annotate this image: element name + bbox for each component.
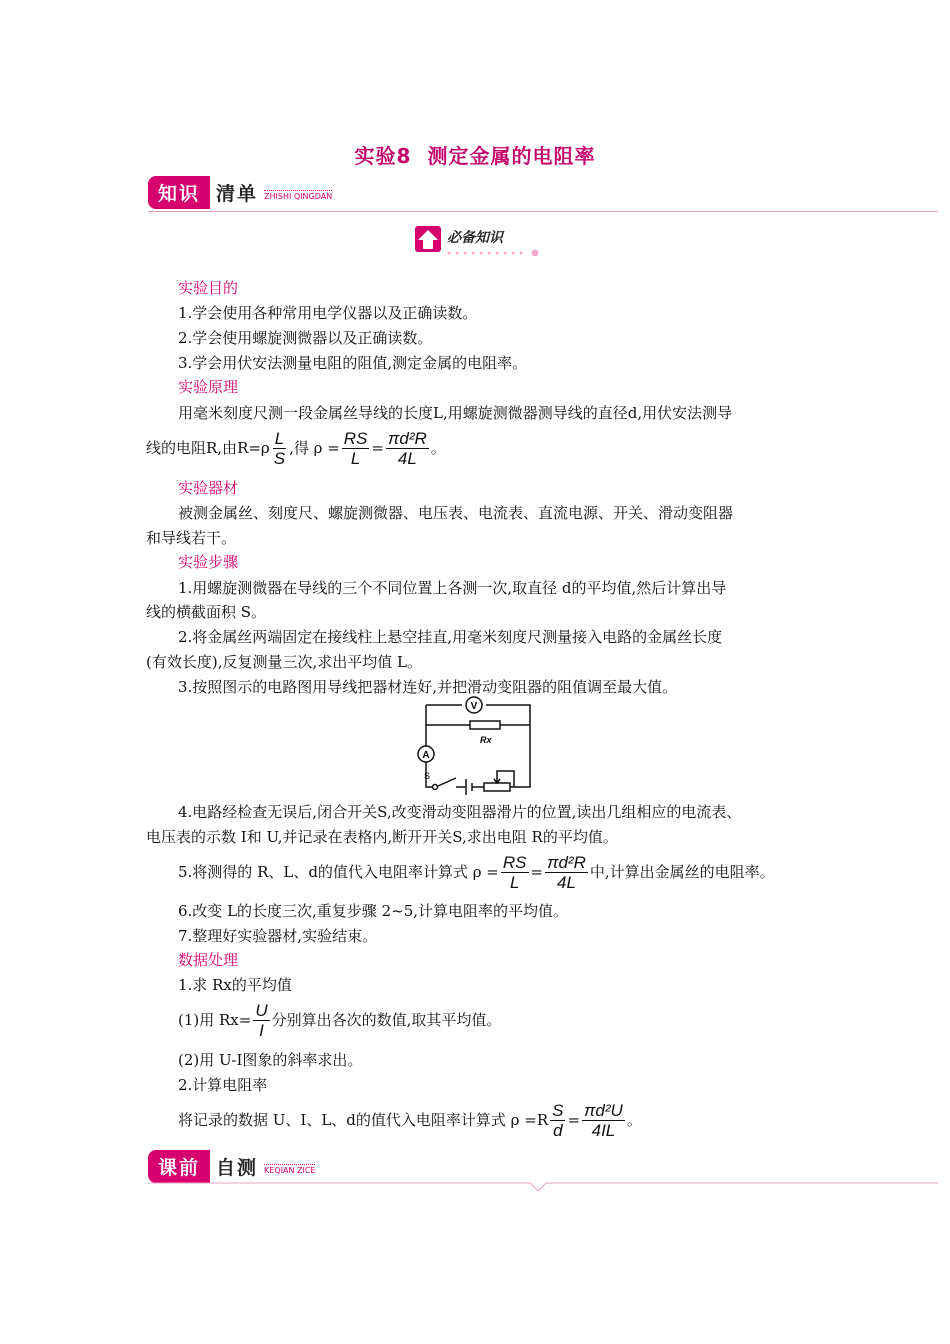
data-line: 2.计算电阻率 <box>178 1076 268 1094</box>
switch-contact <box>433 785 438 790</box>
switch-lever <box>438 778 456 786</box>
step-line: 2.将金属丝两端固定在接线柱上悬空挂直,用毫米刻度尺测量接入电路的金属丝长度 <box>178 628 723 646</box>
fraction-denominator: 4L <box>397 448 417 468</box>
step-line: 3.按照图示的电路图用导线把器材连好,并把滑动变阻器的阻值调至最大值。 <box>178 678 678 696</box>
banner-pinyin: ZHISHI QINGDAN <box>264 192 333 201</box>
banner-tag: 课前 <box>148 1150 210 1183</box>
equals-sign: = <box>371 439 384 457</box>
fraction-denominator: L <box>350 448 361 468</box>
fraction-pid2R-over-4L <box>386 429 429 468</box>
fraction-denominator: d <box>553 1120 563 1140</box>
equals-sign: = <box>567 1111 581 1129</box>
badge-label: 必备知识 <box>447 230 503 246</box>
resistor-icon <box>470 721 500 729</box>
equipment-line: 被测金属丝、刻度尺、螺旋测微器、电压表、电流表、直流电源、开关、滑动变阻器 <box>178 504 734 522</box>
fraction-RS-over-L <box>501 853 529 892</box>
ammeter-label: A <box>422 750 430 761</box>
title-name: 测定金属的电阻率 <box>427 144 596 168</box>
data-formula-line <box>178 997 501 1043</box>
data-text: 分别算出各次的数值,取其平均值。 <box>271 1011 502 1029</box>
step5-formula-line <box>178 849 775 895</box>
fraction-numerator: πd²R <box>547 852 586 872</box>
banner-tag-2: 自测 <box>216 1157 259 1179</box>
step-line: 4.电路经检查无误后,闭合开关S,改变滑动变阻器滑片的位置,读出几组相应的电流表、 <box>178 803 742 821</box>
banner-tag: 知识 <box>148 176 210 209</box>
fraction-denominator: 4IL <box>591 1120 616 1140</box>
principle-text: ,得 ρ = <box>289 439 340 457</box>
fraction-U-over-I <box>253 1001 269 1040</box>
banner-pinyin: KEQIAN ZICE <box>264 1166 316 1175</box>
heading-data: 数据处理 <box>178 951 239 969</box>
heading-purpose: 实验目的 <box>178 279 239 297</box>
step-line: 电压表的示数 I和 U,并记录在表格内,断开开关S,求出电阻 R的平均值。 <box>146 828 618 846</box>
fraction-numerator: L <box>274 428 285 448</box>
principle-text: 线的电阻R,由R=ρ <box>146 439 270 457</box>
step-line: 6.改变 L的长度三次,重复步骤 2~5,计算电阻率的平均值。 <box>178 902 569 920</box>
fraction-RS-over-L <box>342 429 370 468</box>
equipment-line: 和导线若干。 <box>146 529 237 547</box>
title-number: 实验8 <box>354 144 412 168</box>
purpose-item: 3.学会用伏安法测量电阻的阻值,测定金属的电阻率。 <box>178 354 528 372</box>
principle-text: 。 <box>430 439 446 457</box>
step-line: (有效长度),反复测量三次,求出平均值 L。 <box>146 653 422 671</box>
banner-tag-2: 清单 <box>216 183 259 205</box>
data-line: 1.求 Rx的平均值 <box>178 976 292 994</box>
heading-equipment: 实验器材 <box>178 479 239 497</box>
fraction-numerator: RS <box>502 852 527 872</box>
data-text: 将记录的数据 U、I、L、d的值代入电阻率计算式 ρ =R <box>178 1111 549 1129</box>
principle-line: 用毫米刻度尺测一段金属丝导线的长度L,用螺旋测微器测导线的直径d,用伏安法测导 <box>178 404 733 422</box>
voltmeter-label: V <box>470 701 478 712</box>
data-text: 。 <box>626 1111 642 1129</box>
fraction-denominator: L <box>509 872 520 892</box>
fraction-denominator: 4L <box>557 872 576 892</box>
data-formula-line <box>178 1097 642 1143</box>
fraction-denominator: S <box>273 448 286 468</box>
heading-principle: 实验原理 <box>178 378 239 396</box>
resistor-label: Rx <box>480 735 492 745</box>
fraction-denominator: I <box>259 1020 264 1040</box>
fraction-numerator: U <box>255 1000 268 1020</box>
fraction-L-over-S <box>272 429 287 468</box>
circuit-diagram <box>410 695 540 795</box>
heading-steps: 实验步骤 <box>178 553 239 571</box>
data-text: (1)用 Rx= <box>178 1011 252 1029</box>
step-line: 线的横截面积 S。 <box>146 603 267 621</box>
purpose-item: 2.学会使用螺旋测微器以及正确读数。 <box>178 329 433 347</box>
battery-icon <box>466 779 472 795</box>
switch-label: S <box>424 771 431 781</box>
knowledge-badge <box>415 224 545 260</box>
purpose-item: 1.学会使用各种常用电学仪器以及正确读数。 <box>178 304 478 322</box>
fraction-numerator: πd²R <box>388 428 427 448</box>
principle-formula-line <box>146 425 446 471</box>
equals-sign: = <box>530 863 544 881</box>
step-line: 7.整理好实验器材,实验结束。 <box>178 927 378 945</box>
fraction-S-over-d <box>550 1101 565 1140</box>
step-text: 5.将测得的 R、L、d的值代入电阻率计算式 ρ = <box>178 863 499 881</box>
page-title <box>0 140 950 169</box>
step-text: 中,计算出金属丝的电阻率。 <box>589 863 775 881</box>
section-banner-knowledge <box>148 176 332 216</box>
fraction-numerator: S <box>552 1100 564 1120</box>
fraction-pid2R-over-4L <box>545 853 588 892</box>
fraction-pid2U-over-4IL <box>582 1101 625 1140</box>
banner-rule <box>148 211 938 212</box>
fraction-numerator: πd²U <box>584 1100 623 1120</box>
fraction-numerator: RS <box>343 428 368 448</box>
data-line: (2)用 U-I图象的斜率求出。 <box>178 1051 363 1069</box>
step-line: 1.用螺旋测微器在导线的三个不同位置上各测一次,取直径 d的平均值,然后计算出导 <box>178 579 727 597</box>
banner-rule <box>148 1180 938 1194</box>
